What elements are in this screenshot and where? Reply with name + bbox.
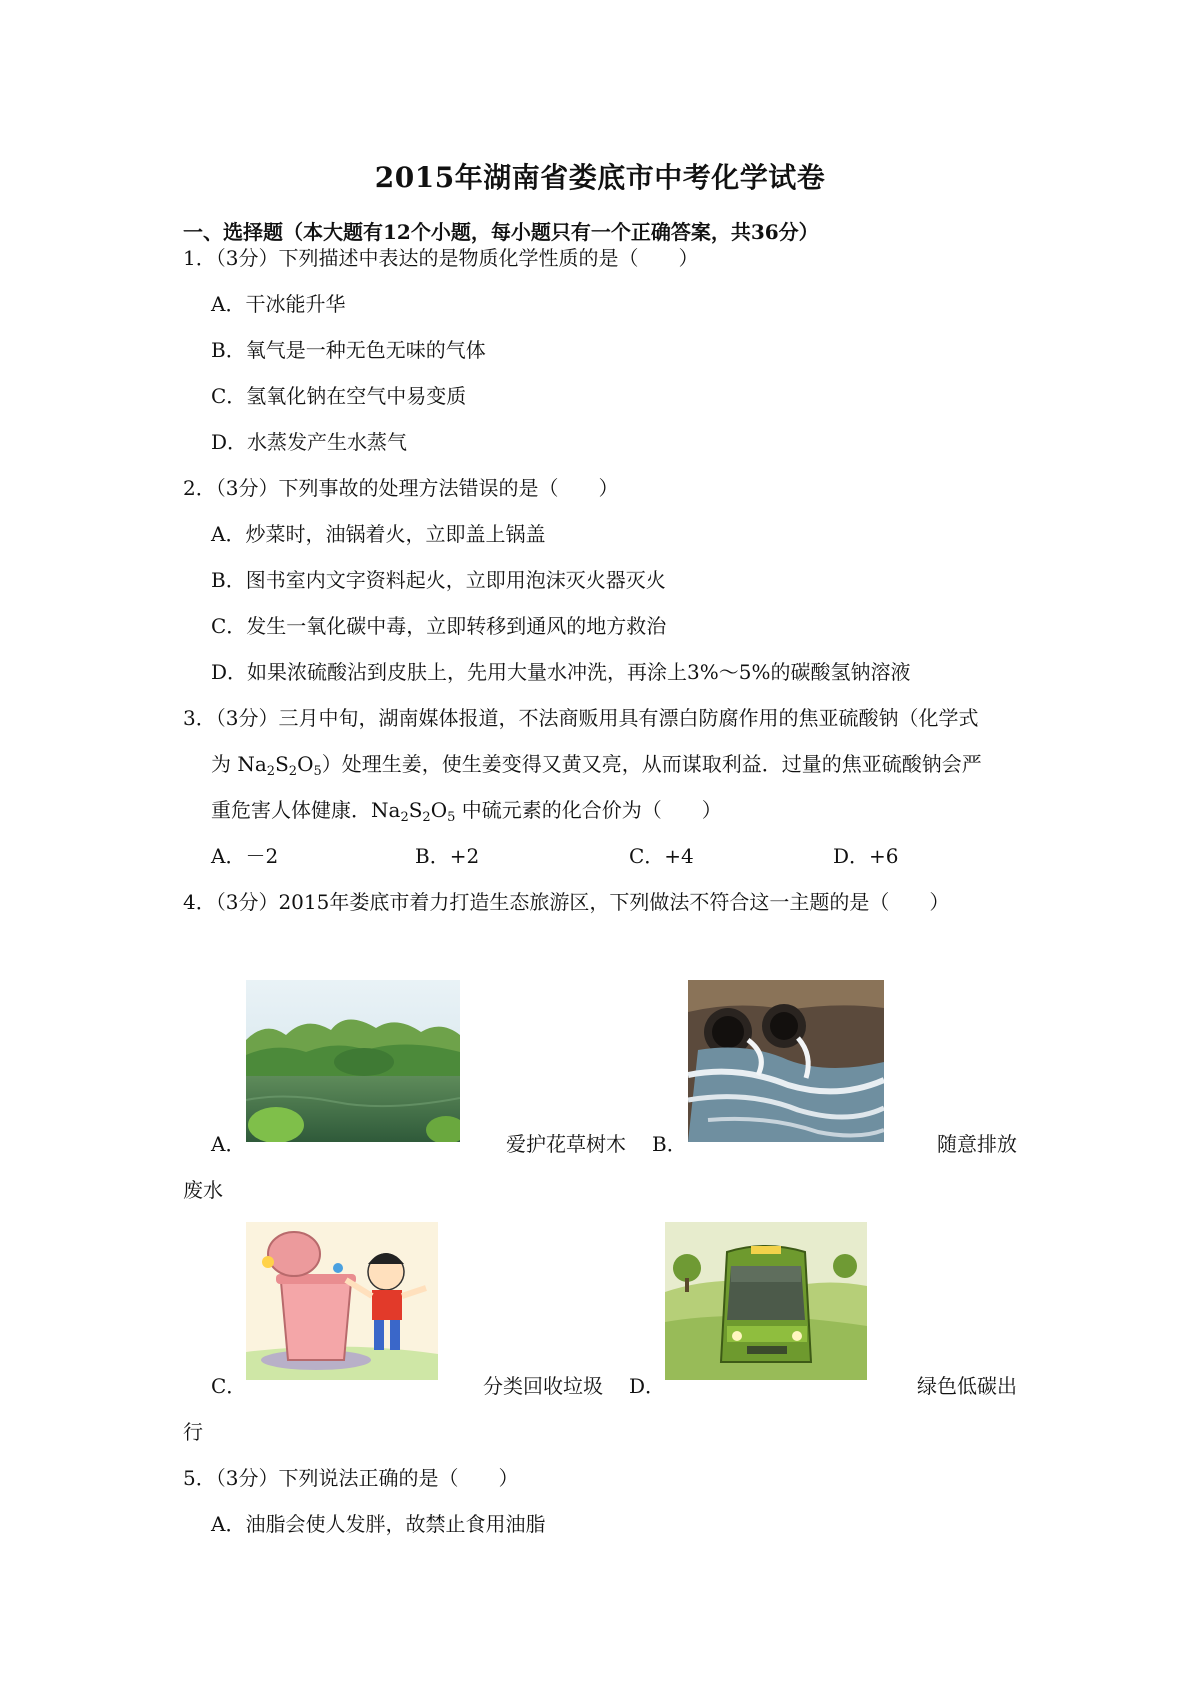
question-4-option-c-letter: C．: [211, 1374, 247, 1398]
question-4-option-d-letter: D．: [629, 1374, 666, 1398]
green-bus-image: [665, 1222, 867, 1380]
question-5-stem: 5．（3分）下列说法正确的是（ ）: [183, 1466, 519, 1490]
chemical-formula: $Na_2S_2O_5$: [371, 798, 456, 825]
chemical-formula: $Na_2S_2O_5$: [237, 752, 322, 779]
question-4-option-b-letter: B．: [652, 1132, 687, 1156]
question-4-option-c-caption: 分类回收垃圾: [483, 1374, 603, 1398]
lake-park-image: [246, 980, 460, 1142]
question-3-stem-line1: 3．（3分）三月中旬，湖南媒体报道，不法商贩用具有漂白防腐作用的焦亚硫酸钠（化学式: [183, 706, 979, 730]
section-header: 一、选择题（本大题有12个小题，每小题只有一个正确答案，共36分）: [183, 220, 819, 244]
question-2-stem: 2．（3分）下列事故的处理方法错误的是（ ）: [183, 476, 619, 500]
question-4-option-b-caption-cont: 废水: [183, 1178, 223, 1202]
question-2-option-d: D．如果浓硫酸沾到皮肤上，先用大量水冲洗，再涂上3%～5%的碳酸氢钠溶液: [211, 660, 911, 684]
question-4-option-b-caption: 随意排放: [937, 1132, 1017, 1156]
question-2-option-c: C．发生一氧化碳中毒，立即转移到通风的地方救治: [211, 614, 667, 638]
question-3-option-a: A．－2: [211, 844, 279, 868]
question-1-option-a: A．干冰能升华: [211, 292, 346, 316]
question-1-option-d: D．水蒸发产生水蒸气: [211, 430, 408, 454]
question-1-option-b: B．氧气是一种无色无味的气体: [211, 338, 486, 362]
page-title: 2015年湖南省娄底市中考化学试卷: [374, 161, 826, 194]
question-2-option-a: A．炒菜时，油锅着火，立即盖上锅盖: [211, 522, 546, 546]
question-4-option-d-caption: 绿色低碳出: [917, 1374, 1017, 1398]
question-1-option-c: C．氢氧化钠在空气中易变质: [211, 384, 467, 408]
wastewater-image: [688, 980, 884, 1142]
question-3-option-c: C．+4: [629, 844, 694, 868]
question-4-option-a-letter: A．: [211, 1132, 246, 1156]
question-3-option-b: B．+2: [415, 844, 480, 868]
question-4-option-d-caption-cont: 行: [183, 1420, 203, 1444]
question-3-stem-line2: 为 $Na_2S_2O_5$）处理生姜，使生姜变得又黄又亮，从而谋取利益．过量的焦亚硫酸钠会严: [211, 752, 982, 779]
question-5-option-a: A．油脂会使人发胖，故禁止食用油脂: [211, 1512, 546, 1536]
question-1-stem: 1．（3分）下列描述中表达的是物质化学性质的是（ ）: [183, 246, 699, 270]
question-3-option-d: D．+6: [833, 844, 899, 868]
question-3-stem-line3: 重危害人体健康．$Na_2S_2O_5$ 中硫元素的化合价为（ ）: [211, 798, 722, 825]
question-2-option-b: B．图书室内文字资料起火，立即用泡沫灭火器灭火: [211, 568, 666, 592]
question-4-stem: 4．（3分）2015年娄底市着力打造生态旅游区，下列做法不符合这一主题的是（ ）: [183, 890, 950, 914]
recycling-image: [246, 1222, 438, 1380]
question-4-option-a-caption: 爱护花草树木: [506, 1132, 626, 1156]
